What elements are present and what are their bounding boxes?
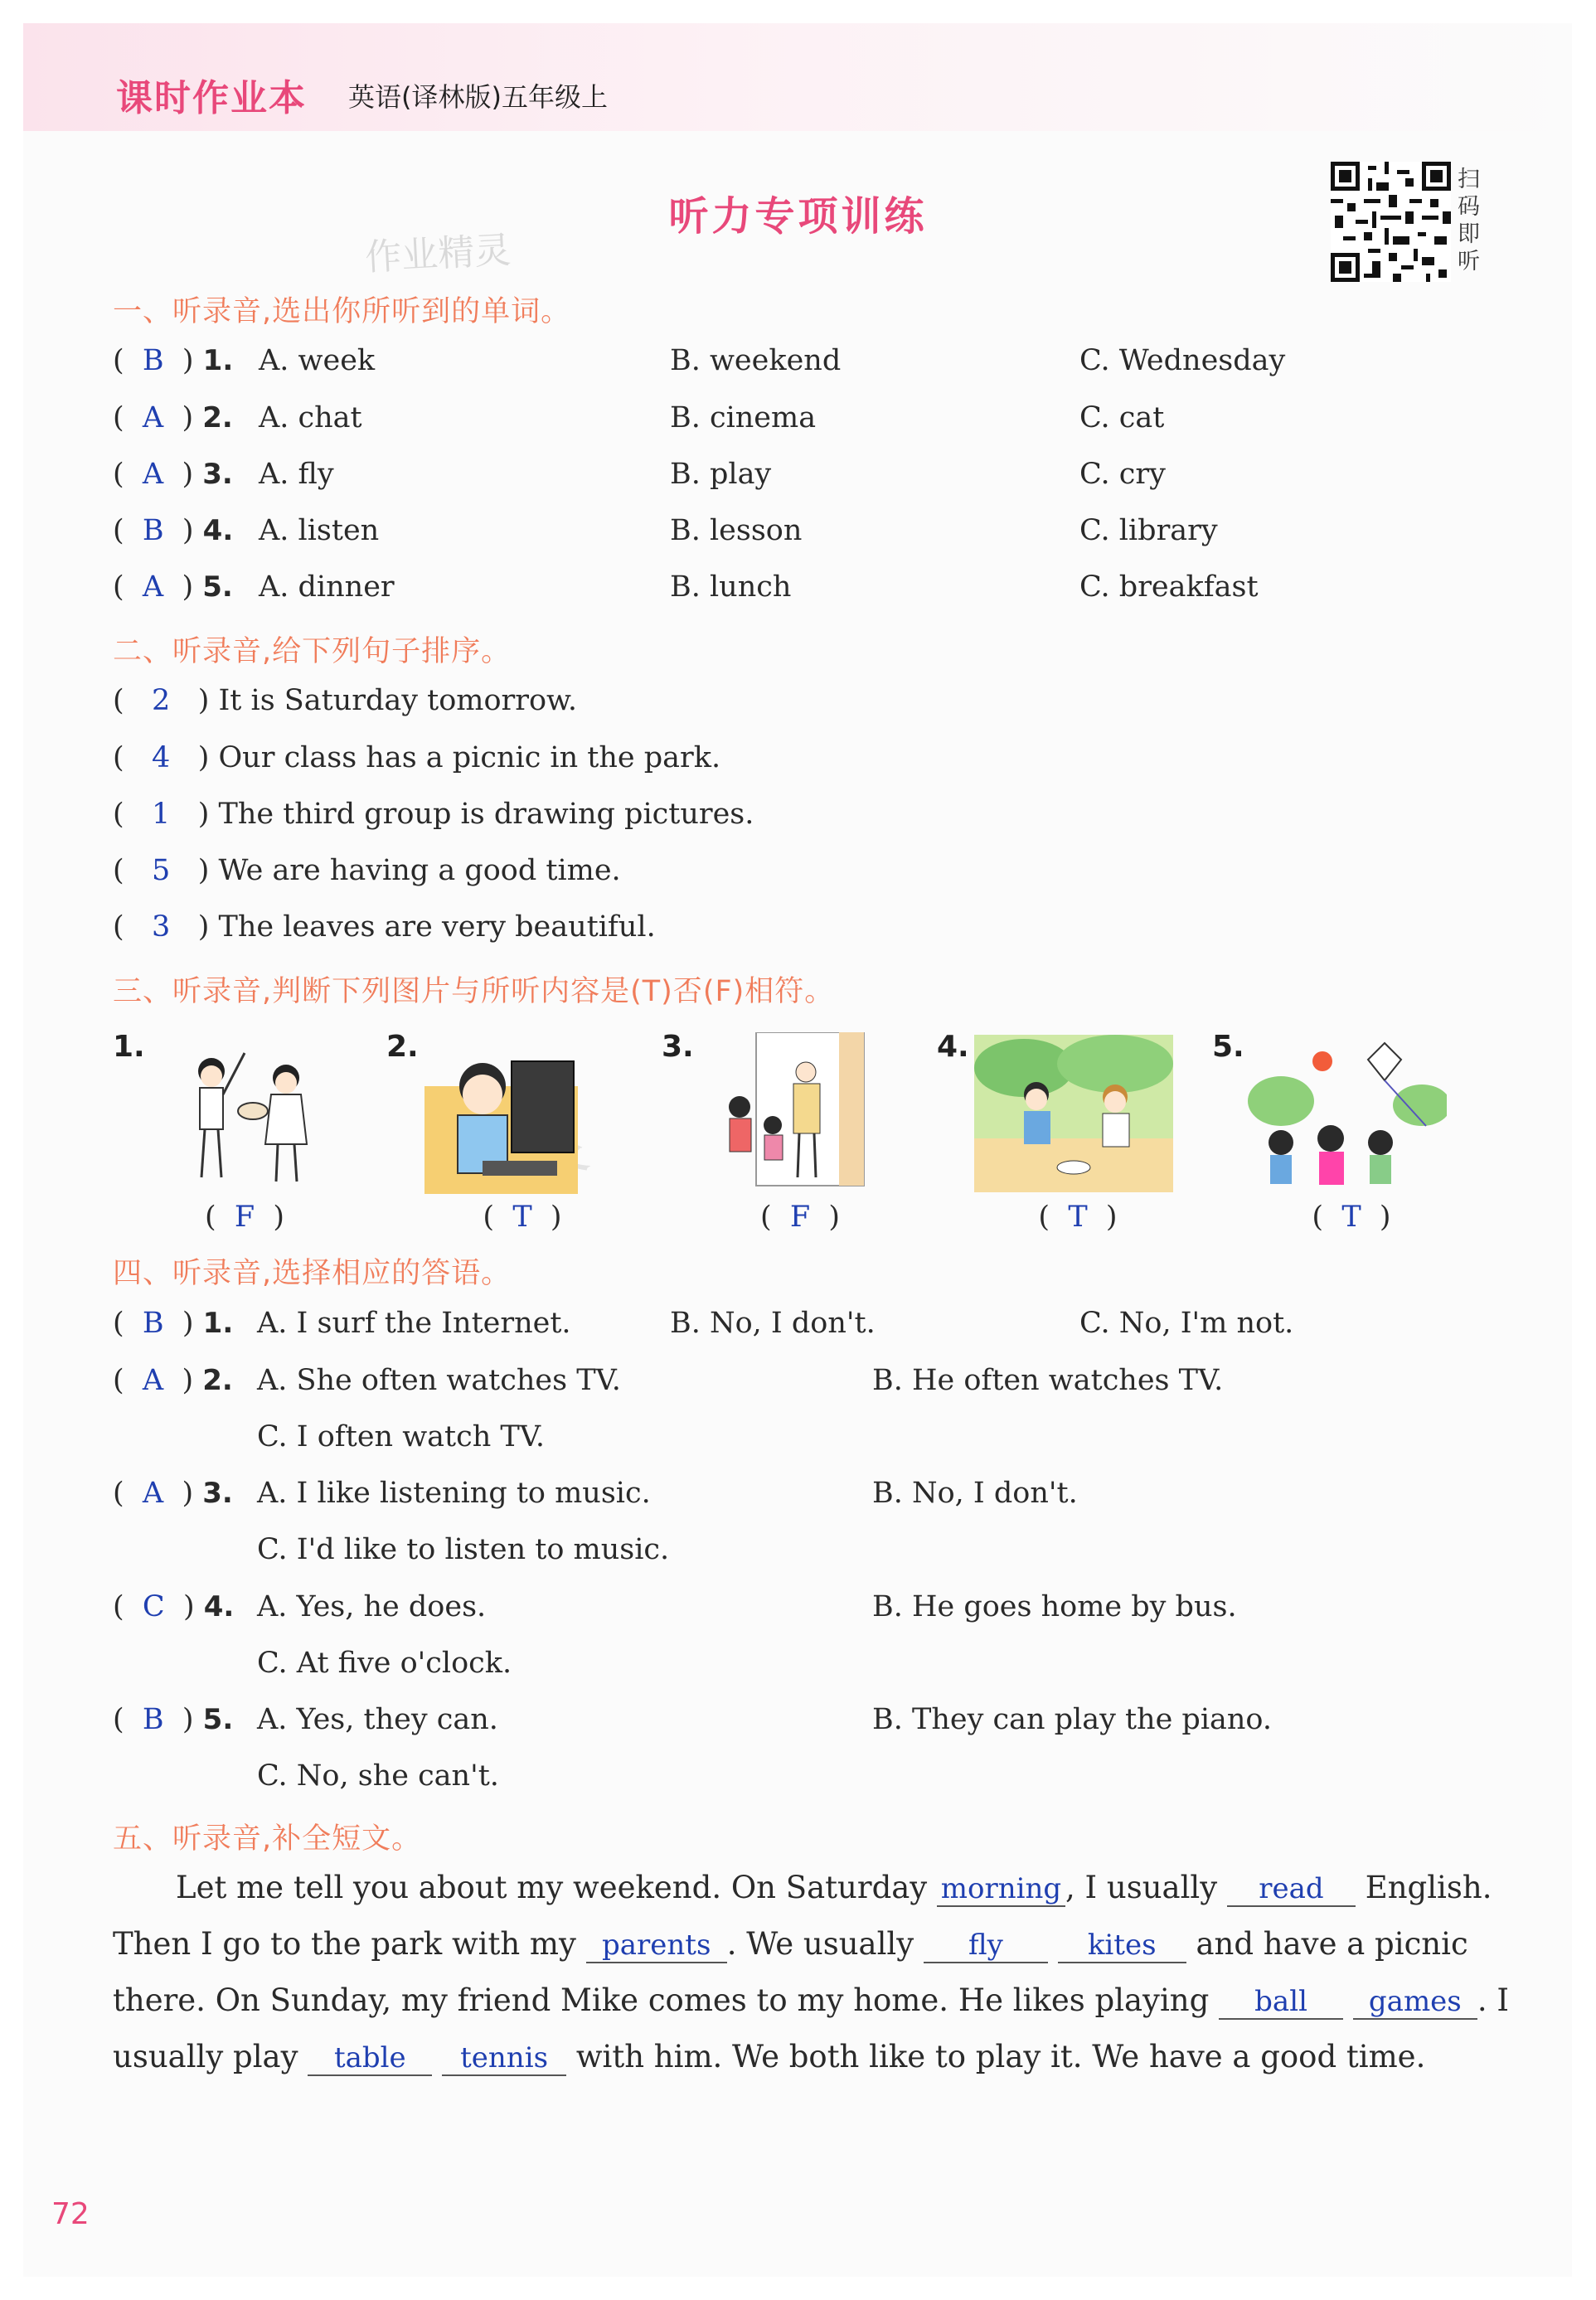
passage-line-4: usually play table tennis with him. We both like to play it. We have a good time. xyxy=(113,2039,1426,2074)
option-c: C. library xyxy=(1079,514,1218,547)
section2-item-4: ( 5 ) We are having a good time. xyxy=(113,854,621,887)
fill-blank[interactable]: ball xyxy=(1219,1985,1343,2020)
passage-line-3: there. On Sunday, my friend Mike comes to my home. He likes playing ball games . I xyxy=(113,1982,1509,2018)
option-c: C. No, I'm not. xyxy=(1079,1307,1294,1340)
answer[interactable]: A xyxy=(142,1477,164,1510)
option-c: C. I often watch TV. xyxy=(257,1420,545,1453)
section2-item-2: ( 4 ) Our class has a picnic in the park. xyxy=(113,741,721,774)
option-b: B. No, I don't. xyxy=(872,1477,1078,1510)
option-b: B. play xyxy=(670,458,772,491)
book-subtitle: 英语(译林版)五年级上 xyxy=(348,81,608,113)
section4-title: 四、听录音,选择相应的答语。 xyxy=(113,1257,512,1290)
option-b: B. He goes home by bus. xyxy=(872,1590,1237,1623)
picture-answer: ( T ) xyxy=(1038,1201,1118,1234)
fill-blank[interactable]: morning xyxy=(937,1872,1065,1907)
option-b: B. lesson xyxy=(670,514,803,547)
answer[interactable]: 4 xyxy=(152,741,171,774)
section2-item-5: ( 3 ) The leaves are very beautiful. xyxy=(113,910,656,944)
picture-answer: ( F ) xyxy=(759,1201,841,1234)
option-c: C. No, she can't. xyxy=(257,1759,499,1793)
answer[interactable]: 1 xyxy=(152,798,171,831)
answer[interactable]: C xyxy=(142,1590,165,1623)
fill-blank[interactable]: games xyxy=(1353,1985,1477,2020)
option-a: A. I like listening to music. xyxy=(257,1477,651,1510)
page-title: 听力专项训练 xyxy=(668,193,928,240)
fill-blank[interactable]: kites xyxy=(1058,1929,1186,1963)
option-a: A. She often watches TV. xyxy=(257,1364,621,1397)
option-a: A. I surf the Internet. xyxy=(257,1307,571,1340)
answer[interactable]: A xyxy=(142,458,164,491)
answer[interactable]: B xyxy=(142,1307,164,1340)
answer[interactable]: B xyxy=(142,514,164,547)
option-b: B. He often watches TV. xyxy=(872,1364,1224,1397)
picture-number: 1. xyxy=(113,1030,145,1064)
picture-number: 4. xyxy=(937,1030,969,1064)
option-b: B. No, I don't. xyxy=(670,1307,876,1340)
answer[interactable]: A xyxy=(142,401,164,434)
picture-answer: ( T ) xyxy=(1312,1201,1391,1234)
option-a: A. dinner xyxy=(259,570,395,604)
fill-blank[interactable]: parents xyxy=(586,1929,727,1963)
option-c: C. I'd like to listen to music. xyxy=(257,1533,670,1566)
picture-number: 5. xyxy=(1212,1030,1244,1064)
answer[interactable]: 5 xyxy=(152,854,171,887)
answer[interactable]: 3 xyxy=(152,910,171,944)
option-a: A. listen xyxy=(259,514,380,547)
option-b: B. cinema xyxy=(670,401,817,434)
page-number: 72 xyxy=(51,2197,90,2231)
option-b: B. lunch xyxy=(670,570,792,604)
passage-line-2: Then I go to the park with my parents . We usually fly kites and have a picnic xyxy=(113,1926,1468,1962)
option-a: A. Yes, he does. xyxy=(257,1590,487,1623)
option-b: B. weekend xyxy=(670,344,842,377)
answer[interactable]: B xyxy=(142,1703,164,1736)
option-b: B. They can play the piano. xyxy=(872,1703,1273,1736)
picture-answer: ( F ) xyxy=(204,1201,285,1234)
section5-title: 五、听录音,补全短文。 xyxy=(113,1822,422,1856)
fill-blank[interactable]: table xyxy=(308,2041,432,2076)
option-a: A. fly xyxy=(259,458,334,491)
picture-number: 3. xyxy=(662,1030,694,1064)
answer[interactable]: B xyxy=(142,344,164,377)
watermark: 作业精灵 xyxy=(364,229,512,279)
option-c: C. breakfast xyxy=(1079,570,1259,604)
option-c: C. At five o'clock. xyxy=(257,1647,512,1680)
picture-answer: ( T ) xyxy=(483,1201,562,1234)
section2-title: 二、听录音,给下列句子排序。 xyxy=(113,635,512,668)
fill-blank[interactable]: fly xyxy=(924,1929,1048,1963)
answer[interactable]: A xyxy=(142,1364,164,1397)
answer[interactable]: 2 xyxy=(152,684,171,717)
picture-3-family-at-door xyxy=(715,1032,868,1190)
option-a: A. week xyxy=(259,344,376,377)
fill-blank[interactable]: read xyxy=(1227,1872,1356,1907)
section2-item-1: ( 2 ) It is Saturday tomorrow. xyxy=(113,684,577,717)
brand-title: 课时作业本 xyxy=(116,77,307,119)
qr-code-icon[interactable] xyxy=(1331,162,1451,282)
option-a: A. Yes, they can. xyxy=(257,1703,498,1736)
passage-line-1: Let me tell you about my weekend. On Saturday morning , I usually read English. xyxy=(176,1870,1492,1905)
qr-label: 扫 码 即 听 xyxy=(1458,167,1480,274)
picture-4-picnic-in-park xyxy=(974,1035,1173,1192)
picture-5-kids-flying-kites xyxy=(1248,1035,1447,1192)
section2-item-3: ( 1 ) The third group is drawing pictures. xyxy=(113,798,754,831)
section1-title: 一、听录音,选出你所听到的单词。 xyxy=(113,295,571,328)
picture-1-two-kids-with-cat xyxy=(170,1036,323,1194)
answer[interactable]: A xyxy=(142,570,164,604)
picture-number: 2. xyxy=(386,1030,419,1064)
option-c: C. Wednesday xyxy=(1079,344,1286,377)
option-c: C. cry xyxy=(1079,458,1166,491)
picture-2-boy-at-computer xyxy=(424,1036,578,1194)
fill-blank[interactable]: tennis xyxy=(442,2041,566,2076)
option-c: C. cat xyxy=(1079,401,1165,434)
section3-title: 三、听录音,判断下列图片与所听内容是(T)否(F)相符。 xyxy=(113,975,835,1008)
option-a: A. chat xyxy=(259,401,362,434)
